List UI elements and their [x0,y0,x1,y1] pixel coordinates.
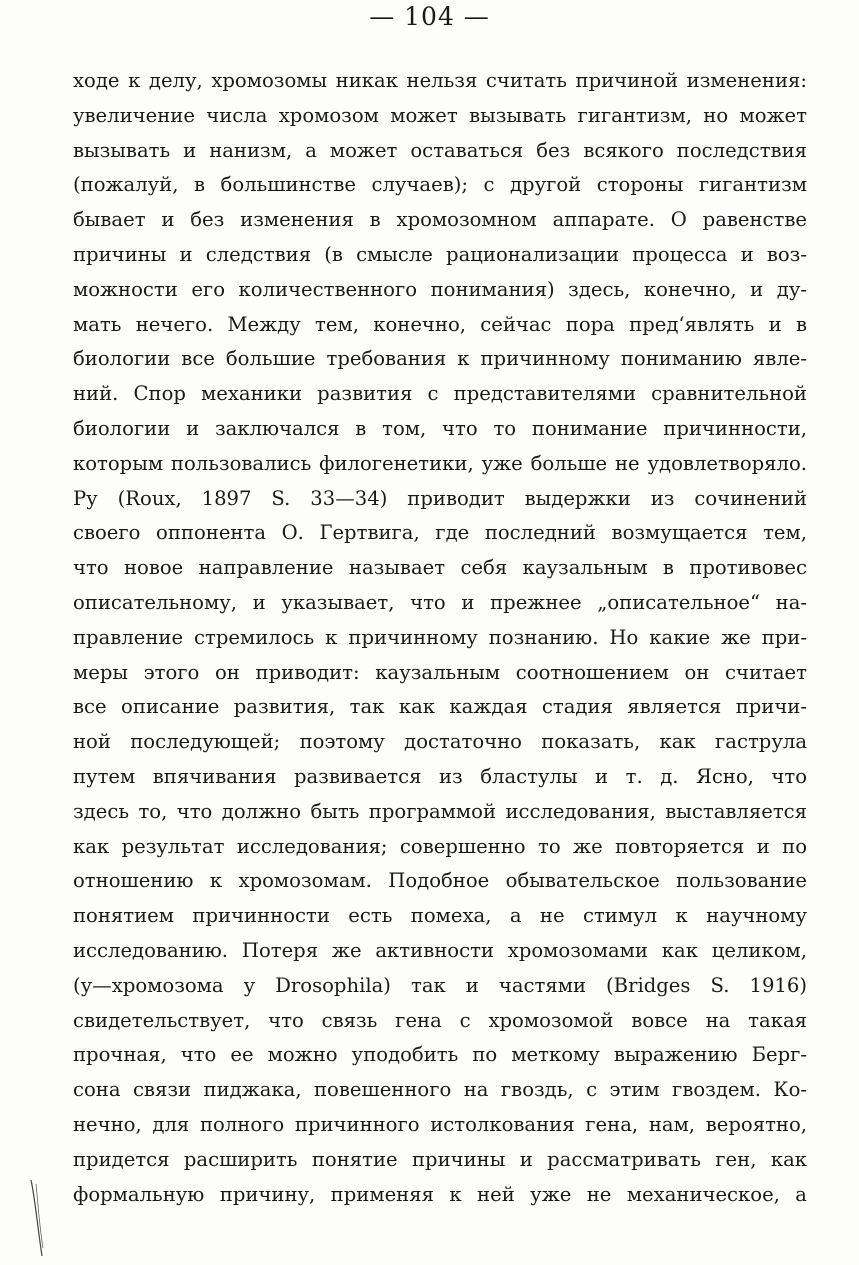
text-line: формальную причину, применяя к ней уже не механическое, а [73,1182,807,1206]
margin-pencil-mark [28,1178,46,1258]
text-line: вызывать и нанизм, а может оставаться без всякого последствия [73,138,807,162]
text-line: ной последующей; поэтому достаточно показать, как гаструла [73,730,807,754]
text-line: можности его количественного понимания) здесь, конечно, и ду- [73,277,807,301]
text-line: отношению к хромозомам. Подобное обывательское пользование [73,869,807,893]
text-line: своего оппонента О. Гертвига, где последний возмущается тем, [73,521,807,545]
text-line: причины и следствия (в смысле рационализации процесса и воз- [73,242,807,266]
text-line: биологии все большие требования к причинному пониманию явле- [73,347,807,371]
text-line: понятием причинности есть помеха, а не стимул к научному [73,904,807,928]
text-line: свидетельствует, что связь гена с хромозомой вовсе на такая [73,1008,807,1032]
text-line: бывает и без изменения в хромозомном аппарате. О равенстве [73,208,807,232]
text-line: описательному, и указывает, что и прежнее „описательное“ на- [73,590,807,614]
text-line: (пожалуй, в большинстве случаев); с другой стороны гигантизм [73,173,807,197]
page-number: — 104 — [369,2,490,31]
text-line: сона связи пиджака, повешенного на гвоздь, с этим гвоздем. Ко- [73,1078,807,1102]
text-line: биологии и заключался в том, что то понимание причинности, [73,416,807,440]
text-line: придется расширить понятие причины и рассматривать ген, как [73,1147,807,1171]
text-line: все описание развития, так как каждая стадия является причи- [73,695,807,719]
text-line: которым пользовались филогенетики, уже больше не удовлетворяло. [73,451,807,475]
text-line: исследованию. Потеря же активности хромозомами как целиком, [73,938,807,962]
text-line: путем впячивания развивается из бластулы и т. д. Ясно, что [73,764,807,788]
text-line: нечно, для полного причинного истолкования гена, нам, вероятно, [73,1112,807,1136]
text-line: что новое направление называет себя каузальным в противовес [73,556,807,580]
text-line: прочная, что ее можно уподобить по меткому выражению Берг- [73,1043,807,1067]
text-line: меры этого он приводит: каузальным соотношением он считает [73,660,807,684]
text-line: правление стремилось к причинному познанию. Но какие же при- [73,625,807,649]
text-line: ний. Спор механики развития с представителями сравнительной [73,382,807,406]
text-line: ходе к делу, хромозомы никак нельзя считать причиной изменения: [73,69,807,92]
body-text [73,64,807,1212]
text-line: здесь то, что должно быть программой исследования, выставляется [73,799,807,823]
text-line: Ру (Roux, 1897 S. 33—34) приводит выдержки из сочинений [73,486,807,510]
text-line: увеличение числа хромозом может вызывать гигантизм, но может [73,103,807,127]
text-line: как результат исследования; совершенно то же повторяется и по [73,834,807,858]
text-line: мать нечего. Между тем, конечно, сейчас пора пред‘являть и в [73,312,807,336]
text-line: (у—хромозома у Drosophila) так и частями (Bridges S. 1916) [73,973,807,997]
